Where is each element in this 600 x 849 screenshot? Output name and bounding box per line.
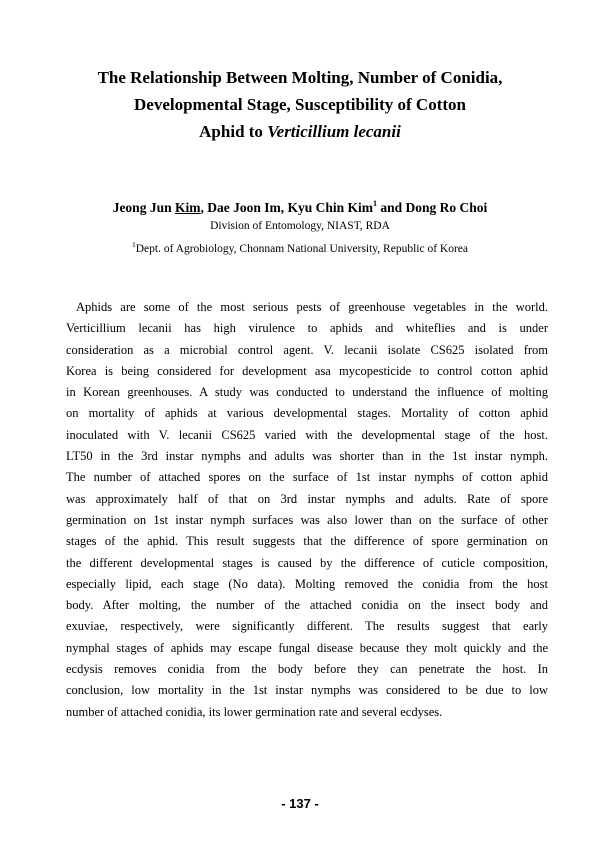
author-3: Kyu Chin Kim [287,200,373,215]
author-1-first: Jeong Jun [112,200,175,215]
abstract-line: Korea is being considered for development asa mycopesticide to control cotton aphid [66,363,548,378]
abstract-line: Aphids are some of the most serious pests of greenhouse vegetables in the world. [76,300,548,314]
abstract-line: The number of attached spores on the surface of 1st instar nymphs of cotton aphid [66,470,548,485]
abstract-line: germination on 1st instar nymph surfaces was also lower than on the surface of other [66,512,548,527]
affiliation-secondary [0,237,600,257]
title-line-1: The Relationship Between Molting, Number of Conidia, [97,68,503,87]
title-line-2: Developmental Stage, Susceptibility of Cotton [134,95,466,114]
abstract-line: ecdysis removes conidia from the body before they can penetrate the host. In [66,662,548,677]
abstract-line: inoculated with V. lecanii CS625 varied with the developmental stage of the host. [66,427,548,442]
abstract-line: on mortality of aphids at various developmental stages. Mortality of cotton aphid [66,406,548,421]
abstract-line: body. After molting, the number of the attached conidia on the insect body and [66,598,548,613]
abstract-line: especially lipid, each stage (No data). Molting removed the conidia from the host [66,576,548,591]
title-line-3 [0,118,600,145]
abstract [66,297,548,723]
abstract-line: consideration as a microbial control agent. V. lecanii isolate CS625 isolated from [66,342,548,357]
abstract-line: nymphal stages of aphids may escape fungal disease because they molt quickly and the [66,640,548,655]
author-list [0,195,600,217]
abstract-line: exuviae, respectively, were significantly different. The results suggest that early [66,619,548,634]
abstract-line: the different developmental stages is caused by the difference of cuticle composition, [66,555,548,570]
affiliation-secondary-text: Dept. of Agrobiology, Chonnam National University, Republic of Korea [135,243,468,255]
author-2: Dae Joon Im [207,200,281,215]
author-sep-2: , [280,200,288,215]
abstract-line: conclusion, low mortality in the 1st instar nymphs was considered to be due to low [66,683,548,698]
author-3-affil-mark: 1 [373,199,377,208]
abstract-line: in Korean greenhouses. A study was conducted to understand the influence of molting [66,385,548,400]
author-sep-3: and [377,200,406,215]
page-number: - 137 - [281,796,319,811]
author-4: Dong Ro Choi [405,200,488,215]
abstract-line: was approximately half of that on 3rd instar nymphs and adults. Rate of spore [66,491,548,506]
abstract-line: Verticillium lecanii has high virulence to aphids and whiteflies and is under [66,321,548,336]
author-1-last: Kim [174,200,201,215]
affiliation-secondary-mark: 1 [131,240,136,249]
abstract-line: number of attached conidia, its lower germination rate and several ecdyses. [66,704,443,719]
title-line-3-prefix: Aphid to [199,122,268,141]
paper-title [0,64,600,145]
species-name: Verticillium lecanii [267,122,401,141]
author-sep-1: , [200,200,208,215]
abstract-line: LT50 in the 3rd instar nymphs and adults was shorter than in the 1st instar nymph. [66,449,548,464]
abstract-line: stages of the aphid. This result suggests that the difference of spore germination on [66,534,548,549]
affiliation-primary: Division of Entomology, NIAST, RDA [210,220,390,232]
